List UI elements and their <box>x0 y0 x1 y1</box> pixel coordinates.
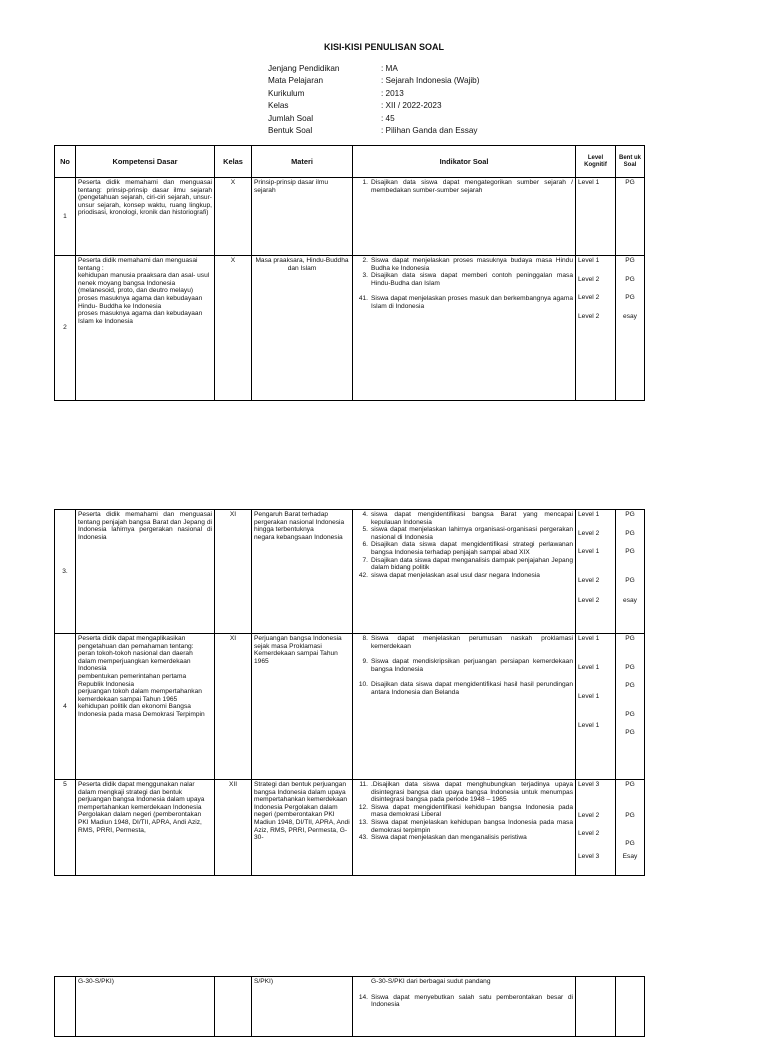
row-kompetensi-dasar: Peserta didik dapat mengaplikasikan pengetahuan dan pemahaman tentang: peran tokoh-tokoh nasional dan daerah dalam memperjuangkan kemerdekaan Indonesia pembentukan pemerintahan pertama Republik Indonesia perjuangan tokoh dalam mempertahankan kemerdekaan sampai Tahun 1965 kehidupan politik dan ekonomi Bangsa Indonesia pada masa Demokrasi Terpimpin <box>76 634 215 780</box>
kisi-table-page-3 <box>54 976 645 1037</box>
row-kompetensi-dasar: Peserta didik memahami dan menguasai tentang: prinsip-prinsip dasar ilmu sejarah (pengetahuan sejarah, ciri-ciri sejarah, unsur-unsur sejarah, konsep waktu, ruang lingkup, priodisasi, kronologi, kronik dan historiografi) <box>76 178 215 256</box>
row-indikator: 1. Disajikan data siswa dapat mengategorikan sumber sejarah / membedakan sumber-sumber sejarah <box>353 178 576 256</box>
meta-row: Kurikulum : 2013 <box>268 88 404 98</box>
row-kelas: X <box>215 256 252 401</box>
row-materi: Perjuangan bangsa Indonesia sejak masa Proklamasi Kemerdekaan sampai Tahun 1965 <box>252 634 353 780</box>
row-bentuk: PG PG PG Esay <box>616 780 645 876</box>
row-no: 3. <box>55 510 76 634</box>
row-level: Level 3 Level 2 Level 2 Level 3 <box>576 780 616 876</box>
row-no: 4 <box>55 634 76 780</box>
document-meta <box>268 63 479 137</box>
header-materi: Materi <box>252 146 353 178</box>
table-row <box>55 256 645 401</box>
meta-row: Kelas : XII / 2022-2023 <box>268 101 442 111</box>
row-indikator: 11. .Disajikan data siswa dapat menghubungkan terjadinya upaya disintegrasi bangsa dan upaya bangsa Indonesia untuk menumpas disintegrasi bangsa pada periode 1948 – 1965 12. Siswa dapat mengidentifikasi kehidupan bangsa Indonesia pada masa demokrasi Liberal 13. Siswa dapat menjelaskan kehidupan bangsa Indonesia pada masa demokrasi terpimpin 43. Siswa dapat menjelaskan dan menganalisis peristiwa <box>353 780 576 876</box>
table-header-row <box>55 146 645 178</box>
row-kelas <box>215 977 252 1037</box>
row-no: 2 <box>55 256 76 401</box>
row-materi: S/PKI) <box>252 977 353 1037</box>
row-kelas: XII <box>215 780 252 876</box>
row-no <box>55 977 76 1037</box>
row-kelas: X <box>215 178 252 256</box>
header-level-kognitif: Level Kognitif <box>576 146 616 178</box>
row-no: 1 <box>55 178 76 256</box>
header-bentuk-soal: Bent uk Soal <box>616 146 645 178</box>
row-bentuk <box>616 977 645 1037</box>
row-level: Level 1 Level 2 Level 1 Level 2 Level 2 <box>576 510 616 634</box>
table-row <box>55 977 645 1037</box>
row-indikator: G-30-S/PKI dari berbagai sudut pandang 14. Siswa dapat menyebutkan salah satu pemberontakan besar di Indonesia <box>353 977 576 1037</box>
kisi-table-page-2 <box>54 509 645 876</box>
row-level: Level 1 <box>576 178 616 256</box>
row-bentuk: PG PG PG PG PG <box>616 634 645 780</box>
row-materi: Prinsip-prinsip dasar ilmu sejarah <box>252 178 353 256</box>
row-kelas: XI <box>215 634 252 780</box>
row-materi: Masa praaksara, Hindu-Buddha dan Islam <box>252 256 353 401</box>
document-title: KISI-KISI PENULISAN SOAL <box>323 42 444 52</box>
table-row <box>55 510 645 634</box>
row-level: Level 1 Level 2 Level 2 Level 2 <box>576 256 616 401</box>
kisi-table-page-1 <box>54 145 645 401</box>
row-bentuk: PG <box>616 178 645 256</box>
header-indikator-soal: Indikator Soal <box>353 146 576 178</box>
meta-row: Jenjang Pendidikan : MA <box>268 64 398 73</box>
row-kompetensi-dasar: Peserta didik memahami dan menguasai tentang penjajah bangsa Barat dan Jepang di Indonesia lahirnya pergerakan nasional di Indonesia <box>76 510 215 634</box>
header-kelas: Kelas <box>215 146 252 178</box>
row-bentuk: PG PG PG PG esay <box>616 510 645 634</box>
row-no: 5 <box>55 780 76 876</box>
table-row <box>55 634 645 780</box>
row-bentuk: PG PG PG esay <box>616 256 645 401</box>
table-row <box>55 780 645 876</box>
meta-row: Jumlah Soal : 45 <box>268 113 395 123</box>
header-kompetensi-dasar: Kompetensi Dasar <box>76 146 215 178</box>
row-indikator: 4. siswa dapat mengidentifikasi bangsa Barat yang mencapai kepulauan Indonesia 5. siswa dapat menjelaskan lahirnya organisasi-organisasi pergerakan nasional di Indonesia 6. Disajikan data siswa dapat mengidentifikasi strategi perlawanan bangsa Indonesia terhadap penjajah sampai abad XIX 7. Disajikan data siswa dapat menganalisis dampak penjajahan Jepang dalam bidang politik 42. siswa dapat menjelaskan asal usul dasr negara Indonesia <box>353 510 576 634</box>
meta-row: Bentuk Soal : Pilihan Ganda dan Essay <box>268 126 478 136</box>
row-level: Level 1 Level 1 Level 1 Level 1 <box>576 634 616 780</box>
header-no: No <box>55 146 76 178</box>
table-row <box>55 178 645 256</box>
meta-row: Mata Pelajaran : Sejarah Indonesia (Wajib) <box>268 76 480 86</box>
row-indikator: 8. Siswa dapat menjelaskan perumusan naskah proklamasi kemerdekaan 9. Siswa dapat mendiskripsikan perjuangan persiapan kemerdekaan bangsa Indonesia 10. Disajikan data siswa dapat mengidentifikasi hasil hasil perundingan antara Indonesia dan Belanda <box>353 634 576 780</box>
row-kompetensi-dasar: Peserta didik memahami dan menguasai tentang : kehidupan manusia praaksara dan asal- usul nenek moyang bangsa Indonesia (melanesoid, proto, dan deutro melayu) proses masuknya agama dan kebudayaan Hindu- Buddha ke Indonesia proses masuknya agama dan kebudayaan Islam ke Indonesia <box>76 256 215 401</box>
row-level <box>576 977 616 1037</box>
row-kelas: XI <box>215 510 252 634</box>
row-kompetensi-dasar: G-30-S/PKI) <box>76 977 215 1037</box>
row-materi: Pengaruh Barat terhadap pergerakan nasional Indonesia hingga terbentuknya negara kebangsaan Indonesia <box>252 510 353 634</box>
row-indikator: 2. Siswa dapat menjelaskan proses masuknya budaya masa Hindu Budha ke Indonesia 3. Disajikan data siswa dapat memberi contoh peninggalan masa Hindu-Budha dan Islam 41. Siswa dapat menjelaskan proses masuk dan berkembangnya agama Islam di Indonesia <box>353 256 576 401</box>
row-materi: Strategi dan bentuk perjuangan bangsa Indonesia dalam upaya mempertahankan kemerdekaan Indonesia Pergolakan dalam negeri (pemberontakan PKI Madiun 1948, DI/TII, APRA, Andi Aziz, RMS, PRRI, Permesta, G-30- <box>252 780 353 876</box>
row-kompetensi-dasar: Peserta didik dapat menggunakan nalar dalam mengkaji strategi dan bentuk perjuangan bangsa Indonesia dalam upaya mempertahankan kemerdekaan Indonesia Pergolakan dalam negeri (pemberontakan PKI Madiun 1948, DI/TII, APRA, Andi Aziz, RMS, PRRI, Permesta, <box>76 780 215 876</box>
